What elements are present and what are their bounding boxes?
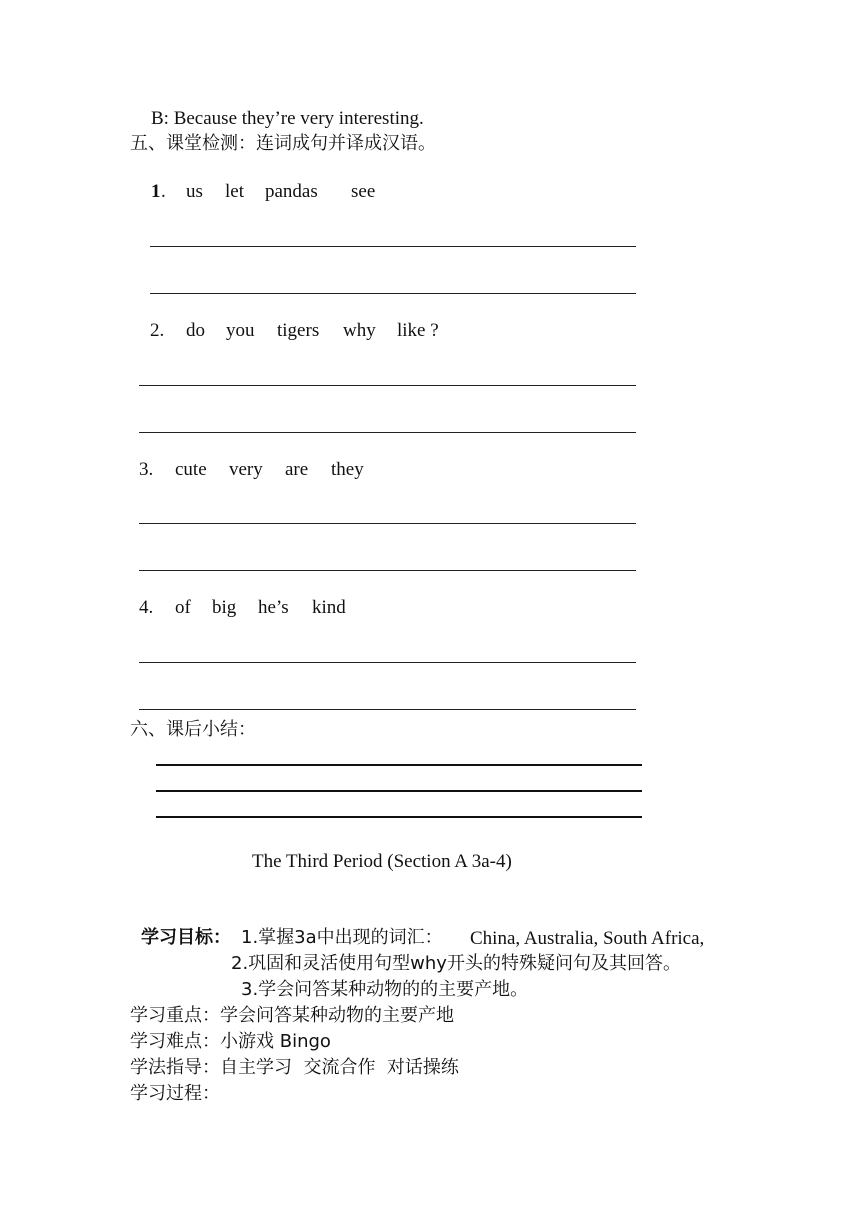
period-title: The Third Period (Section A 3a-4) [252,851,512,872]
objective-2: 2.巩固和灵活使用句型why开头的特殊疑问句及其回答。 [231,953,681,974]
objective-1-words: China, Australia, South Africa, [470,928,705,949]
key-points: 学习重点：学会问答某种动物的主要产地 [130,1005,454,1026]
answer-line[interactable] [150,246,636,247]
answer-line[interactable] [139,662,636,663]
answer-line[interactable] [139,523,636,524]
item-number: 4. [139,597,154,618]
word: pandas [265,181,318,202]
objective-1: 1.掌握3a中出现的词汇： [241,927,443,948]
answer-line[interactable] [139,709,636,710]
word: kind [312,597,346,618]
summary-line[interactable] [156,790,642,792]
word: do [186,320,205,341]
answer-line[interactable] [150,293,636,294]
word: are [285,459,309,480]
word: he’s [258,597,289,618]
word: big [212,597,237,618]
item-number: 1 [151,181,161,202]
dialogue-answer-line: B: Because they’re very interesting. [151,108,424,129]
word: like ? [397,320,439,341]
word: why [343,320,376,341]
answer-line[interactable] [139,385,636,386]
word: tigers [277,320,320,341]
word: they [331,459,364,480]
objectives-label: 学习目标： [141,927,231,948]
summary-line[interactable] [156,764,642,766]
section-6-heading: 六、课后小结： [130,719,256,740]
learning-process: 学习过程： [130,1083,220,1104]
answer-line[interactable] [139,432,636,433]
item-number-dot: . [161,181,166,202]
study-method: 学法指导：自主学习 交流合作 对话操练 [130,1057,459,1078]
word: you [226,320,255,341]
objective-3: 3.学会问答某种动物的的主要产地。 [241,979,529,1000]
word: let [225,181,244,202]
answer-line[interactable] [139,570,636,571]
word: of [175,597,191,618]
word: see [351,181,376,202]
difficulties: 学习难点：小游戏 Bingo [130,1031,331,1052]
word: us [186,181,203,202]
word: cute [175,459,207,480]
summary-line[interactable] [156,816,642,818]
word: very [229,459,263,480]
item-number: 2. [150,320,165,341]
item-number: 3. [139,459,154,480]
section-5-heading: 五、课堂检测：连词成句并译成汉语。 [130,133,436,154]
